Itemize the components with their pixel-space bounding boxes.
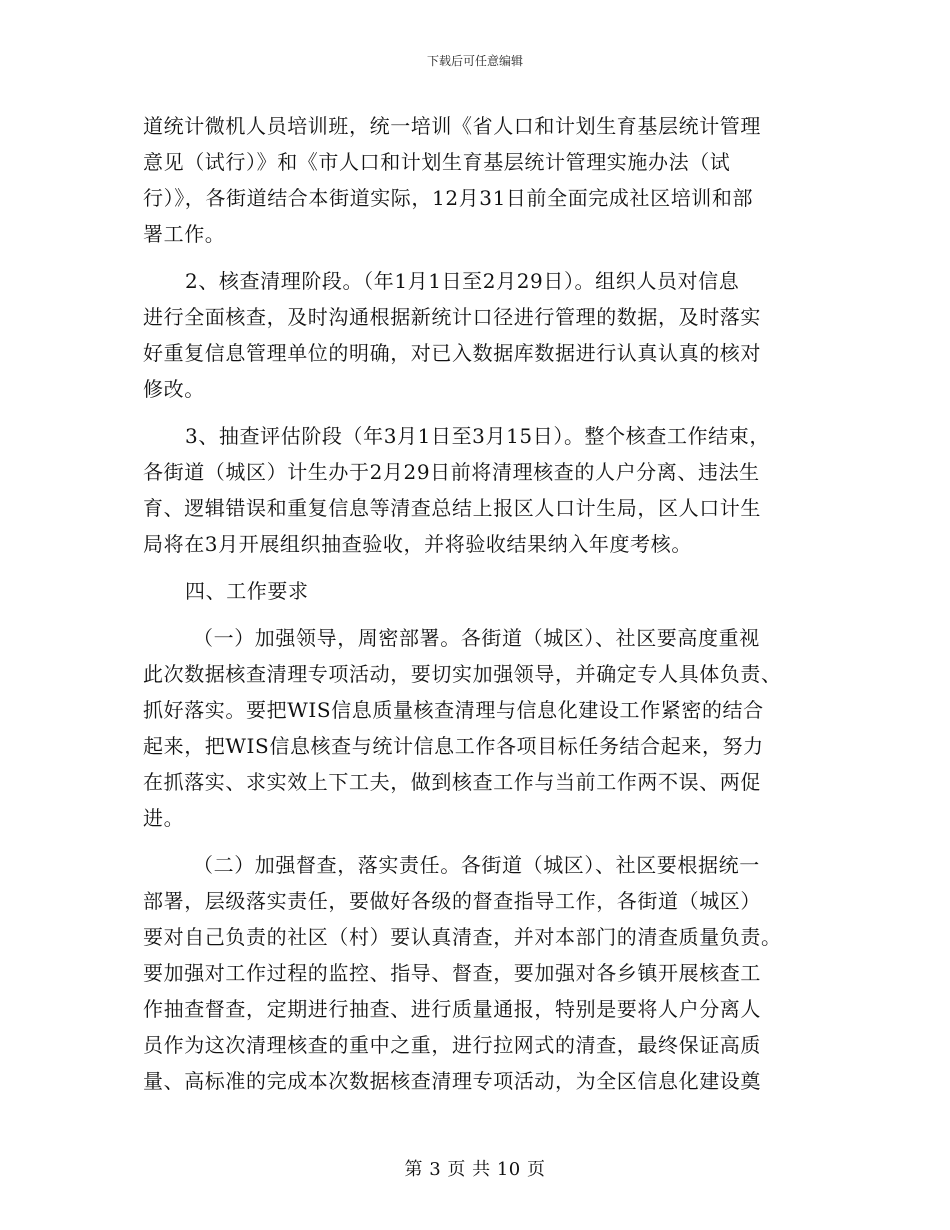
text-line: 各街道（城区）计生办于2月29日前将清理核查的人户分离、违法生 — [143, 460, 760, 484]
text-line: 抓好落实。要把WIS信息质量核查清理与信息化建设工作紧密的结合 — [143, 698, 764, 722]
text-line: 修改。 — [143, 377, 205, 401]
text-line: 在抓落实、求实效上下工夫，做到核查工作与当前工作两不误、两促 — [143, 770, 761, 794]
paragraph-start: （一）加强领导，周密部署。各街道（城区）、社区要高度重视 — [193, 626, 760, 650]
text-line: 好重复信息管理单位的明确，对已入数据库数据进行认真认真的核对 — [143, 341, 761, 365]
text-line: 要对自己负责的社区（村）要认真清查，并对本部门的清查质量负责。 — [143, 925, 782, 949]
text-line: 行）》，各街道结合本街道实际，12月31日前全面完成社区培训和部 — [143, 186, 754, 210]
text-line: 进。 — [143, 806, 185, 830]
text-line: 道统计微机人员培训班，统一培训《省人口和计划生育基层统计管理 — [143, 114, 761, 138]
document-body — [143, 108, 823, 1099]
paragraph-start: 3、抽查评估阶段（年3月1日至3月15日）。整个核查工作结束， — [185, 424, 770, 448]
text-line: 署工作。 — [143, 222, 226, 246]
text-line: 育、逻辑错误和重复信息等清查总结上报区人口计生局，区人口计生 — [143, 496, 761, 520]
text-line: 员作为这次清理核查的重中之重，进行拉网式的清查，最终保证高质 — [143, 1033, 761, 1057]
text-line: 进行全面核查，及时沟通根据新统计口径进行管理的数据，及时落实 — [143, 305, 761, 329]
text-line: 局将在3月开展组织抽查验收，并将验收结果纳入年度考核。 — [143, 532, 692, 556]
page-number-footer: 第 3 页 共 10 页 — [404, 1159, 546, 1180]
text-line: 量、高标准的完成本次数据核查清理专项活动，为全区信息化建设奠 — [143, 1069, 761, 1093]
paragraph-start: 2、核查清理阶段。（年1月1日至2月29日）。组织人员对信息 — [185, 269, 740, 293]
text-line: 此次数据核查清理专项活动，要切实加强领导，并确定专人具体负责、 — [143, 662, 782, 686]
text-line: 要加强对工作过程的监控、指导、督查，要加强对各乡镇开展核查工 — [143, 961, 761, 985]
text-line: 部署，层级落实责任，要做好各级的督查指导工作，各街道（城区） — [143, 889, 761, 913]
text-line: 起来，把WIS信息核查与统计信息工作各项目标任务结合起来，努力 — [143, 734, 764, 758]
section-heading: 四、工作要求 — [185, 579, 309, 603]
page-header-note: 下载后可任意编辑 — [426, 54, 523, 68]
paragraph-start: （二）加强督查，落实责任。各街道（城区）、社区要根据统一 — [193, 853, 760, 877]
text-line: 意见（试行）》和《市人口和计划生育基层统计管理实施办法（试 — [143, 150, 731, 174]
text-line: 作抽查督查，定期进行抽查、进行质量通报，特别是要将人户分离人 — [143, 997, 761, 1021]
